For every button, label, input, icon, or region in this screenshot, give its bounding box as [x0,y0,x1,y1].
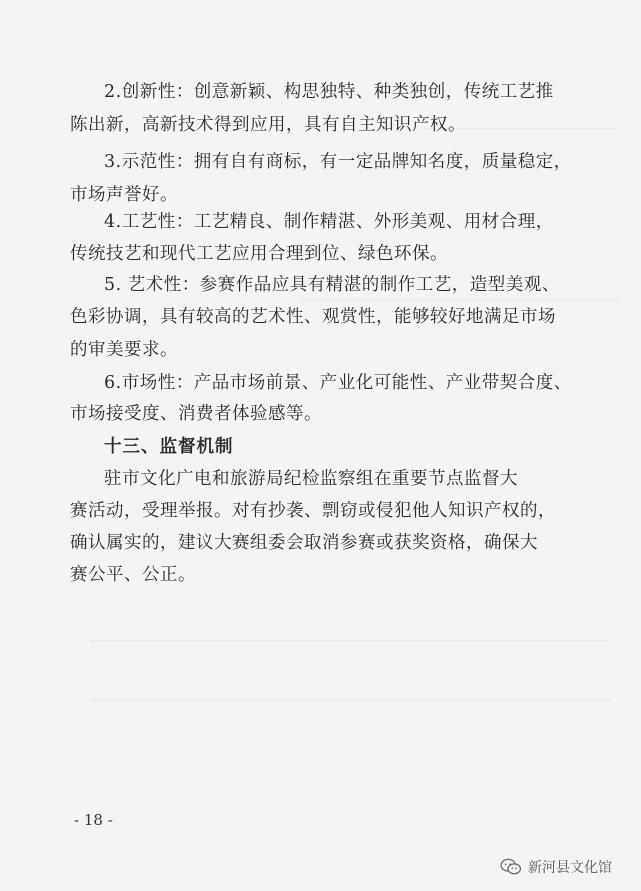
watermark-text: 新河县文化馆 [528,860,612,876]
section-heading: 十三、监督机制 [104,437,234,457]
bleed-through-line [300,300,620,301]
paragraph-line: 3.示范性：拥有自有商标，有一定品牌知名度，质量稳定， [104,152,572,172]
wechat-icon [500,858,522,876]
page-number: - 18 - [74,811,113,829]
paragraph-line: 赛活动，受理举报。对有抄袭、剽窃或侵犯他人知识产权的， [70,501,556,521]
bleed-through-line [90,700,610,701]
paragraph-line: 赛公平、公正。 [70,565,196,585]
paragraph-line: 6.市场性：产品市场前景、产业化可能性、产业带契合度、 [104,373,572,393]
bleed-through-line [90,640,610,641]
paragraph-line: 2.创新性：创意新颖、构思独特、种类独创，传统工艺推 [104,82,554,102]
paragraph-line: 传统技艺和现代工艺应用合理到位、绿色环保。 [70,244,448,264]
paragraph-line: 市场接受度、消费者体验感等。 [70,404,322,424]
paragraph-line: 确认属实的，建议大赛组委会取消参赛或获奖资格，确保大 [70,533,538,553]
paragraph-line: 5. 艺术性：参赛作品应具有精湛的制作工艺，造型美观、 [104,275,560,295]
paragraph-line: 陈出新，高新技术得到应用，具有自主知识产权。 [70,115,466,135]
paragraph-line: 色彩协调，具有较高的艺术性、观赏性，能够较好地满足市场 [70,307,556,327]
account-watermark [500,854,612,880]
paragraph-line: 驻市文化广电和旅游局纪检监察组在重要节点监督大 [104,469,518,489]
paragraph-line: 市场声誉好。 [70,185,178,205]
paragraph-line: 的审美要求。 [70,340,178,360]
paragraph-line: 4.工艺性：工艺精良、制作精湛、外形美观、用材合理， [104,212,554,232]
